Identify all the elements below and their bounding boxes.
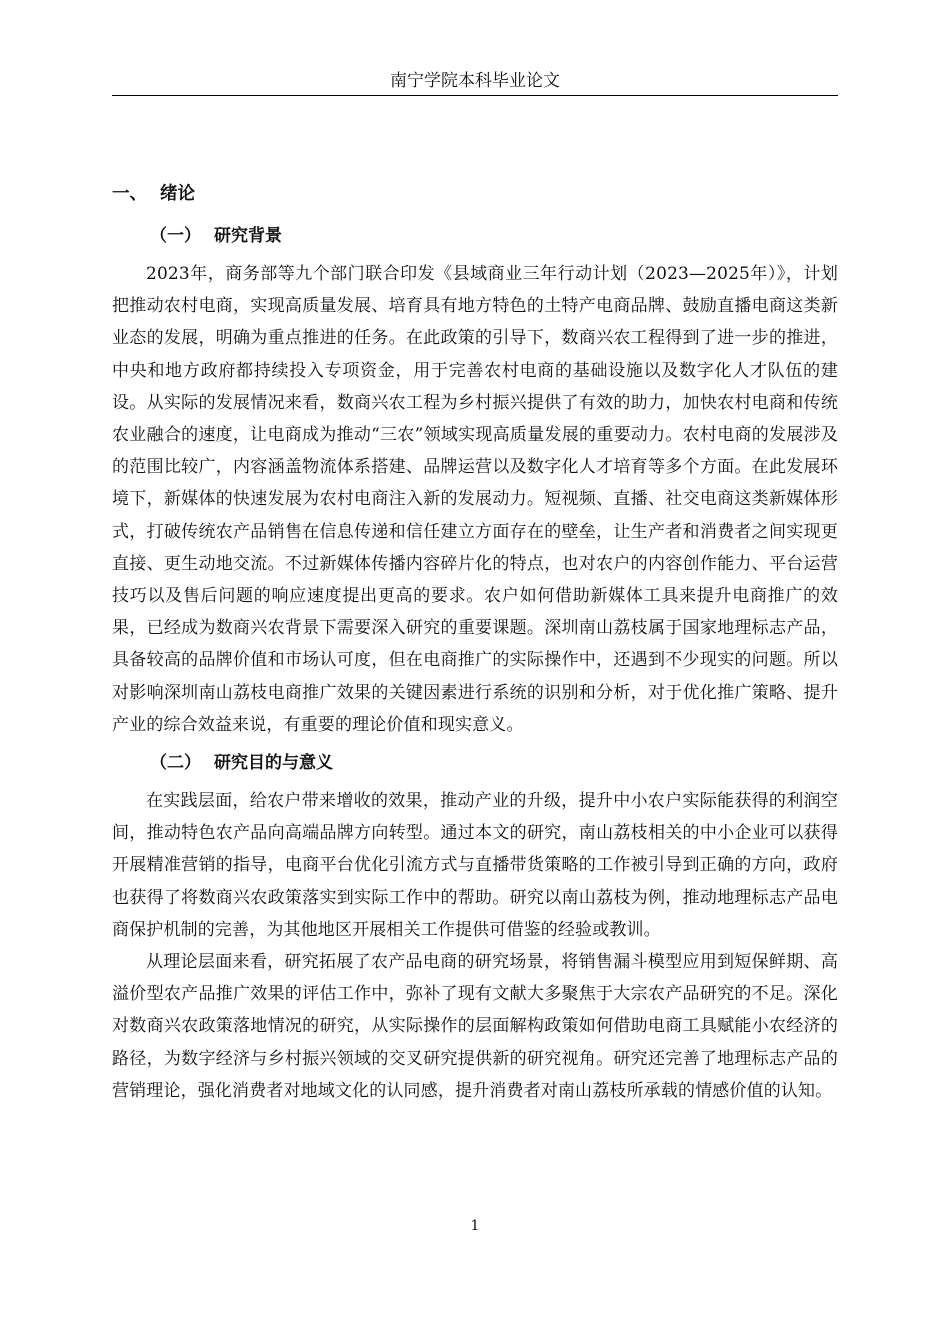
- section-heading: [112, 178, 838, 210]
- page-number: 1: [470, 1218, 480, 1234]
- header-rule: [112, 95, 838, 96]
- body-paragraph: 在实践层面，给农户带来增收的效果，推动产业的升级，提升中小农户实际能获得的利润空间，推动特色农产品向高端品牌方向转型。通过本文的研究，南山荔枝相关的中小企业可以获得开展精准营销的指导，电商平台优化引流方式与直播带货策略的工作被引导到正确的方向，政府也获得了将数商兴农政策落实到实际工作中的帮助。研究以南山荔枝为例，推动地理标志产品电商保护机制的完善，为其他地区开展相关工作提供可借鉴的经验或教训。: [112, 791, 838, 940]
- subsection-title: 研究背景: [214, 226, 282, 246]
- paper-body: [112, 178, 838, 1107]
- section-number: 一、: [112, 184, 147, 204]
- running-header: 南宁学院本科毕业论文: [390, 71, 560, 91]
- subsection-number: （一）: [150, 226, 201, 246]
- subsection-heading: [150, 220, 838, 252]
- subsection-number: （二）: [150, 753, 201, 774]
- section-title: 绪论: [160, 184, 195, 204]
- body-paragraph: 2023年，商务部等九个部门联合印发《县域商业三年行动计划（2023—2025年）》，计划把推动农村电商，实现高质量发展、培育具有地方特色的土特产电商品牌、鼓励直播电商这类新业态的发展，明确为重点推进的任务。在此政策的引导下，数商兴农工程得到了进一步的推进，中央和地方政府都持续投入专项资金，用于完善农村电商的基础设施以及数字化人才队伍的建设。从实际的发展情况来看，数商兴农工程为乡村振兴提供了有效的助力，加快农村电商和传统农业融合的速度，让电商成为推动“三农”领域实现高质量发展的重要动力。农村电商的发展涉及的范围比较广，内容涵盖物流体系搭建、品牌运营以及数字化人才培育等多个方面。在此发展环境下，新媒体的快速发展为农村电商注入新的发展动力。短视频、直播、社交电商这类新媒体形式，打破传统农产品销售在信息传递和信任建立方面存在的壁垒，让生产者和消费者之间实现更直接、更生动地交流。不过新媒体传播内容碎片化的特点，也对农户的内容创作能力、平台运营技巧以及售后问题的响应速度提出更高的要求。农户如何借助新媒体工具来提升电商推广的效果，已经成为数商兴农背景下需要深入研究的重要课题。深圳南山荔枝属于国家地理标志产品，具备较高的品牌价值和市场认可度，但在电商推广的实际操作中，还遇到不少现实的问题。所以对影响深圳南山荔枝电商推广效果的关键因素进行系统的识别和分析，对于优化推广策略、提升产业的综合效益来说，有重要的理论价值和现实意义。: [112, 264, 838, 735]
- subsection-heading: [150, 747, 838, 779]
- subsection-title: 研究目的与意义: [214, 753, 333, 774]
- body-paragraph: 从理论层面来看，研究拓展了农产品电商的研究场景，将销售漏斗模型应用到短保鲜期、高溢价型农产品推广效果的评估工作中，弥补了现有文献大多聚焦于大宗农产品研究的不足。深化对数商兴农政策落地情况的研究，从实际操作的层面解构政策如何借助电商工具赋能小农经济的路径，为数字经济与乡村振兴领域的交叉研究提供新的研究视角。研究还完善了地理标志产品的营销理论，强化消费者对地域文化的认同感，提升消费者对南山荔枝所承载的情感价值的认知。: [112, 952, 838, 1101]
